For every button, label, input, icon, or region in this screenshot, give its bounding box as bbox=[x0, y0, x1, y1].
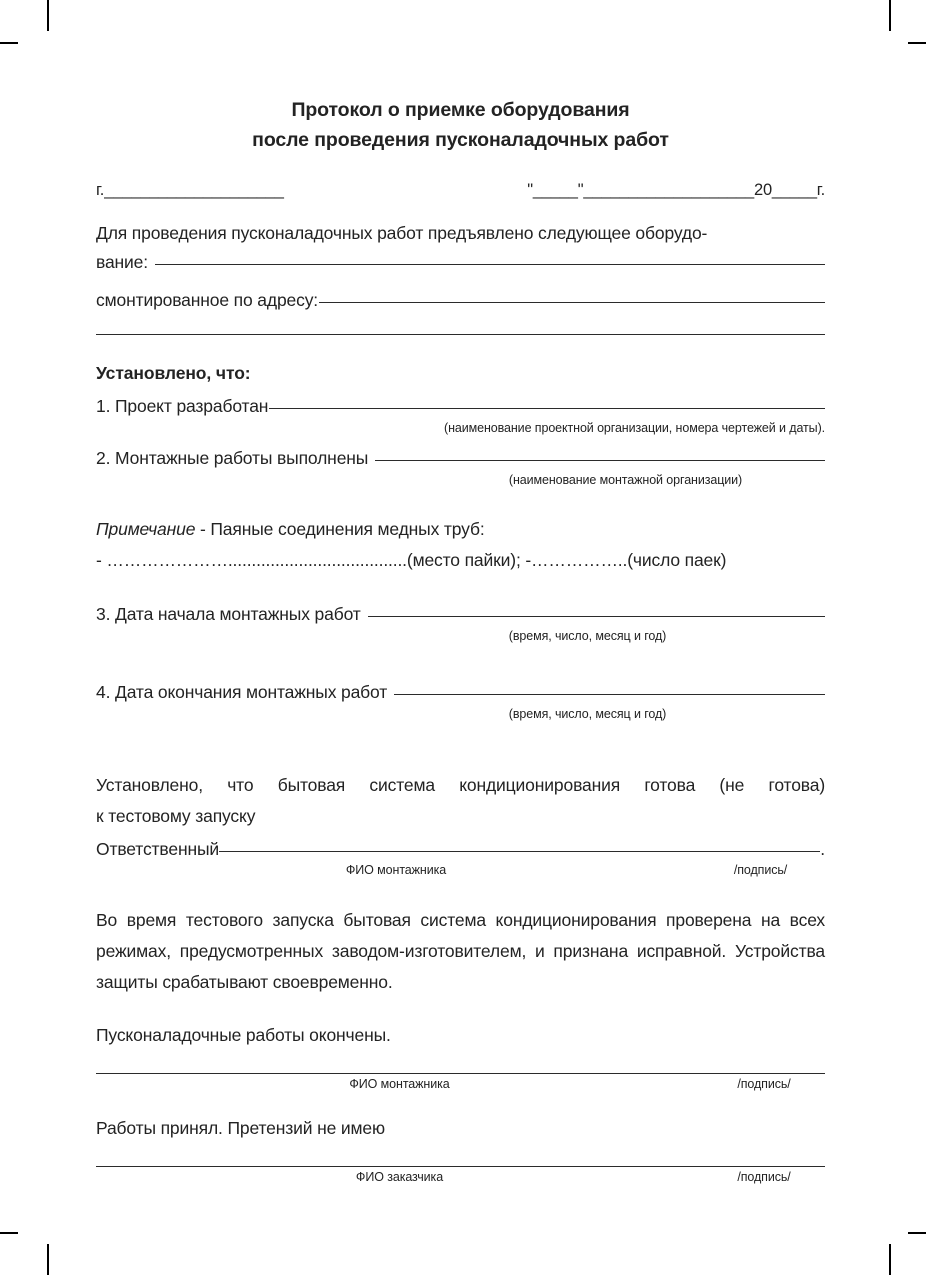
crop-mark-bottom-left-vertical bbox=[47, 1244, 49, 1275]
page-title-line-1: Протокол о приемке оборудования bbox=[291, 99, 630, 121]
responsible-installer-caption: ФИО монтажника bbox=[345, 863, 447, 877]
item-start-date bbox=[96, 601, 825, 644]
installer-signature-block bbox=[96, 1073, 825, 1093]
page-title bbox=[96, 95, 825, 155]
spacer-before-readiness bbox=[96, 722, 825, 748]
accepted-statement-paragraph: Работы принял. Претензий не имею bbox=[96, 1118, 385, 1138]
crop-mark-bottom-left-horizontal bbox=[0, 1232, 18, 1234]
item-4-caption: (время, число, месяц и год) bbox=[508, 707, 667, 721]
customer-signature-captions bbox=[96, 1169, 825, 1186]
crop-mark-top-left-horizontal bbox=[0, 42, 18, 44]
item-3-input-rule[interactable] bbox=[368, 616, 825, 617]
address-field-row bbox=[96, 287, 825, 313]
page-title-line-2: после проведения пусконаладочных работ bbox=[252, 129, 669, 151]
crop-mark-top-right-vertical bbox=[889, 0, 891, 31]
item-1-label: 1. Проект разработан bbox=[96, 396, 269, 416]
address-label: смонтированное по адресу: bbox=[96, 290, 319, 310]
address-input-rule[interactable] bbox=[319, 302, 825, 303]
crop-mark-bottom-right-horizontal bbox=[908, 1232, 926, 1234]
item-installation-works bbox=[96, 445, 825, 488]
equipment-input-rule[interactable] bbox=[155, 264, 825, 265]
responsible-input-rule[interactable] bbox=[219, 851, 820, 852]
responsible-captions bbox=[96, 862, 825, 879]
customer-name-caption: ФИО заказчика bbox=[355, 1170, 444, 1184]
readiness-line-2: к тестовому запуску bbox=[96, 806, 256, 826]
spacer-before-item-3 bbox=[96, 576, 825, 592]
item-project-developed bbox=[96, 393, 825, 436]
spacer-before-item-4 bbox=[96, 644, 825, 670]
intro-line-1: Для проведения пусконаладочных работ предъявлено следующее оборудо- bbox=[96, 223, 708, 243]
item-1-input-rule[interactable] bbox=[269, 408, 825, 409]
note-text: - Паяные соединения медных труб: bbox=[195, 519, 485, 539]
works-finished-paragraph: Пусконаладочные работы окончены. bbox=[96, 1025, 391, 1045]
document-sheet bbox=[96, 95, 825, 1186]
address-continuation-rule[interactable] bbox=[96, 334, 825, 335]
readiness-paragraph bbox=[96, 770, 825, 832]
installer-name-caption: ФИО монтажника bbox=[349, 1077, 450, 1091]
city-field[interactable]: г.____________________ bbox=[96, 181, 284, 199]
item-2-input-rule[interactable] bbox=[375, 460, 825, 461]
installer-signature-caption: /подпись/ bbox=[737, 1077, 791, 1091]
spacer-before-note bbox=[96, 488, 825, 504]
responsible-signature-caption: /подпись/ bbox=[733, 863, 788, 877]
item-end-date bbox=[96, 679, 825, 722]
responsible-label: Ответственный bbox=[96, 839, 220, 859]
customer-signature-rule[interactable] bbox=[96, 1166, 825, 1167]
responsible-trailing-period: . bbox=[820, 839, 825, 859]
date-field[interactable]: "_____"___________________20_____г. bbox=[527, 181, 825, 199]
intro-paragraph bbox=[96, 218, 825, 249]
item-2-caption: (наименование монтажной организации) bbox=[508, 473, 743, 487]
test-run-paragraph: Во время тестового запуска бытовая система кондиционирования проверена на всех режимах, предусмотренных заводом-изготовителем, и признана исправной. Устройства защиты срабатывают своевременно. bbox=[96, 910, 825, 992]
responsible-row bbox=[96, 836, 825, 862]
established-heading: Установлено, что: bbox=[96, 363, 251, 383]
equipment-field-row bbox=[96, 249, 825, 275]
installer-signature-captions bbox=[96, 1076, 825, 1093]
equipment-label: вание: bbox=[96, 252, 148, 272]
item-2-label: 2. Монтажные работы выполнены bbox=[96, 448, 369, 468]
crop-mark-top-left-vertical bbox=[47, 0, 49, 31]
note-paragraph bbox=[96, 514, 825, 545]
crop-mark-bottom-right-vertical bbox=[889, 1244, 891, 1275]
item-1-caption: (наименование проектной организации, номера чертежей и даты). bbox=[444, 421, 825, 435]
readiness-line-1: Установлено, что бытовая система кондиционирования готова (не готова) bbox=[96, 775, 825, 795]
note-heading: Примечание bbox=[96, 519, 196, 539]
customer-signature-caption: /подпись/ bbox=[737, 1170, 791, 1184]
item-3-label: 3. Дата начала монтажных работ bbox=[96, 604, 361, 624]
item-4-label: 4. Дата окончания монтажных работ bbox=[96, 682, 388, 702]
note-dotted-line[interactable]: - …………………......................................(место пайки); -……………..(число паек) bbox=[96, 550, 727, 570]
installer-signature-rule[interactable] bbox=[96, 1073, 825, 1074]
item-4-input-rule[interactable] bbox=[394, 694, 825, 695]
customer-signature-block bbox=[96, 1166, 825, 1186]
item-3-caption: (время, число, месяц и год) bbox=[508, 629, 667, 643]
city-date-row bbox=[96, 181, 825, 200]
crop-mark-top-right-horizontal bbox=[908, 42, 926, 44]
